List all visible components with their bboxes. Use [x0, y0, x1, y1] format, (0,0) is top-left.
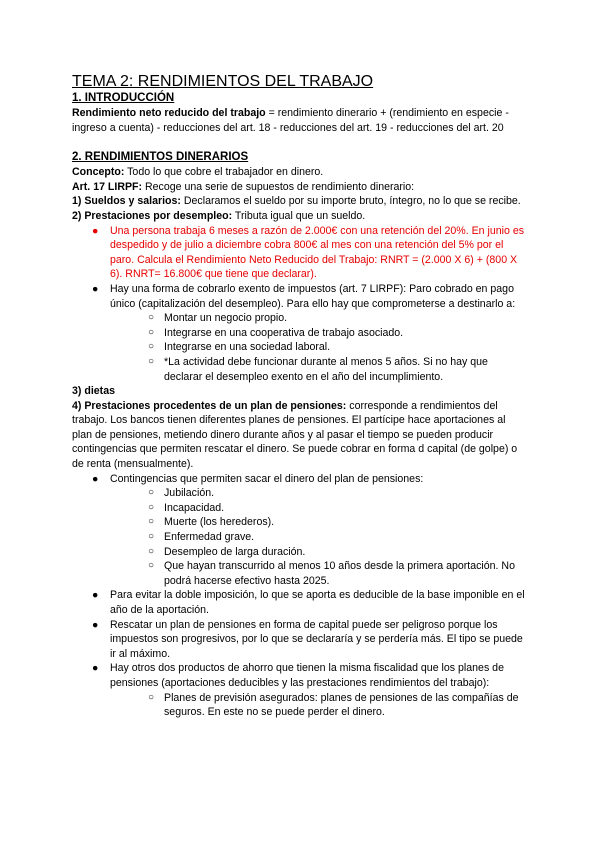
productos-sublist: [148, 691, 528, 720]
rnrt-term: Rendimiento neto reducido del trabajo: [72, 107, 266, 119]
bullet-icon: ●: [92, 472, 99, 485]
list-item-text: Rescatar un plan de pensiones en forma de capital puede ser peligroso porque los impuestos son progresivos, por lo que se declararía y se perdería más. El tipo se puede ir al máximo.: [110, 618, 523, 660]
list-item: [72, 661, 528, 719]
dietas-paragraph: [72, 384, 528, 399]
circle-bullet-icon: ○: [148, 341, 155, 353]
sueldos-text: Declaramos el sueldo por su importe bruto, íntegro, no lo que se recibe.: [180, 195, 521, 208]
list-item-text: Que hayan transcurrido al menos 10 años desde la primera aportación. No podrá hacerse efectivo hasta 2025.: [164, 560, 515, 587]
circle-bullet-icon: ○: [148, 691, 155, 703]
dietas-label: 3) dietas: [72, 385, 115, 398]
circle-bullet-icon: ○: [148, 312, 155, 324]
list-item-text: Hay otros dos productos de ahorro que tienen la misma fiscalidad que los planes de pensiones (aportaciones deducibles y las prestaciones rendimientos del trabajo):: [110, 662, 504, 689]
list-item: [110, 355, 528, 384]
list-item: [110, 515, 528, 530]
list-item: [72, 282, 528, 384]
list-item-text: Integrarse en una sociedad laboral.: [164, 341, 331, 354]
prestaciones-list: [72, 224, 528, 385]
circle-bullet-icon: ○: [148, 501, 155, 513]
bullet-icon: ●: [92, 224, 99, 237]
page-title: TEMA 2: RENDIMIENTOS DEL TRABAJO: [72, 73, 374, 90]
list-item: [110, 530, 528, 545]
list-item: [110, 326, 528, 341]
exento-sublist: [148, 311, 528, 384]
list-item: [72, 472, 528, 589]
planes-paragraph: [72, 399, 528, 472]
list-item: [110, 501, 528, 516]
list-item-text: Contingencias que permiten sacar el dinero del plan de pensiones:: [110, 472, 424, 485]
concepto-label: Concepto:: [72, 166, 125, 179]
section-heading-introduccion: 1. INTRODUCCIÓN: [72, 92, 175, 104]
list-item-text: Jubilación.: [164, 487, 215, 500]
art17-paragraph: [72, 180, 528, 195]
rnrt-definition: [72, 106, 528, 135]
list-item-text: *La actividad debe funcionar durante al menos 5 años. Si no hay que declarar el desempleo exento en el año del incumplimiento.: [164, 355, 488, 383]
circle-bullet-icon: ○: [148, 545, 155, 557]
list-item: [110, 691, 528, 720]
list-item-text: Muerte (los herederos).: [164, 516, 275, 529]
example-text: Una persona trabaja 6 meses a razón de 2.000€ con una retención del 20%. En junio es despedido y de julio a diciembre cobra 800€ al mes con una retención del 5% por el paro. Calcula el Rendimiento Neto Reducido del Trabajo: RNRT = (2.000 X 6) + (800 X 6). RNRT= 16.800€ que tiene que declarar).: [110, 224, 525, 281]
planes-label: 4) Prestaciones procedentes de un plan de pensiones:: [72, 399, 347, 412]
list-item: [72, 618, 528, 662]
circle-bullet-icon: ○: [148, 531, 155, 543]
list-item-text: Integrarse en una cooperativa de trabajo asociado.: [164, 326, 404, 339]
art17-label: Art. 17 LIRPF:: [72, 180, 143, 193]
bullet-icon: ●: [92, 282, 99, 295]
prestaciones-paragraph: [72, 209, 528, 224]
circle-bullet-icon: ○: [148, 355, 155, 367]
concepto-paragraph: [72, 165, 528, 180]
list-item: [110, 559, 528, 588]
prestaciones-label: 2) Prestaciones por desempleo:: [72, 209, 233, 222]
circle-bullet-icon: ○: [148, 487, 155, 499]
rnrt-formula: = rendimiento dinerario + (rendimiento en especie - ingreso a cuenta) - reducciones del art. 18 - reducciones del art. 19 - reducciones del art. 20: [72, 107, 509, 134]
bullet-icon: ●: [92, 589, 99, 602]
list-item-text: Desempleo de larga duración.: [164, 545, 306, 558]
sueldos-paragraph: [72, 194, 528, 209]
circle-bullet-icon: ○: [148, 516, 155, 528]
exento-text: Hay una forma de cobrarlo exento de impuestos (art. 7 LIRPF): Paro cobrado en pago único (capitalización del desempleo). Para ello hay que comprometerse a destinarlo a:: [110, 282, 516, 310]
bullet-icon: ●: [92, 618, 99, 631]
section-heading-rendimientos-dinerarios: 2. RENDIMIENTOS DINERARIOS: [72, 151, 249, 164]
list-item-text: Enfermedad grave.: [164, 531, 255, 544]
circle-bullet-icon: ○: [148, 326, 155, 338]
art17-text: Recoge una serie de supuestos de rendimiento dinerario:: [142, 180, 415, 193]
list-item: [110, 486, 528, 501]
list-item-text: Para evitar la doble imposición, lo que se aporta es deducible de la base imponible en el año de la aportación.: [110, 589, 525, 616]
planes-list: [72, 472, 528, 720]
sueldos-label: 1) Sueldos y salarios:: [72, 195, 181, 208]
circle-bullet-icon: ○: [148, 560, 155, 572]
list-item: [110, 311, 528, 326]
list-item: [110, 545, 528, 560]
list-item-text: Planes de previsión asegurados: planes de pensiones de las compañías de seguros. En este no se puede perder el dinero.: [164, 691, 519, 719]
list-item-text: Montar un negocio propio.: [164, 312, 288, 325]
planes-text: corresponde a rendimientos del trabajo. Los bancos tienen diferentes planes de pensiones. El partícipe hace aportaciones al plan de pensiones, metiendo dinero durante años y al pasar el tiempo se pueden producir contingencias que permiten rescatar el dinero. Se puede cobrar en forma d capital (de golpe) o de renta (mensualmente).: [72, 399, 518, 471]
prestaciones-text: Tributa igual que un sueldo.: [232, 209, 366, 222]
list-item: [110, 340, 528, 355]
list-item: [72, 588, 528, 617]
bullet-icon: ●: [92, 662, 99, 675]
list-item: [72, 224, 528, 282]
contingencias-sublist: [148, 486, 528, 588]
list-item-text: Incapacidad.: [164, 501, 225, 514]
concepto-text: Todo lo que cobre el trabajador en dinero.: [124, 166, 324, 179]
